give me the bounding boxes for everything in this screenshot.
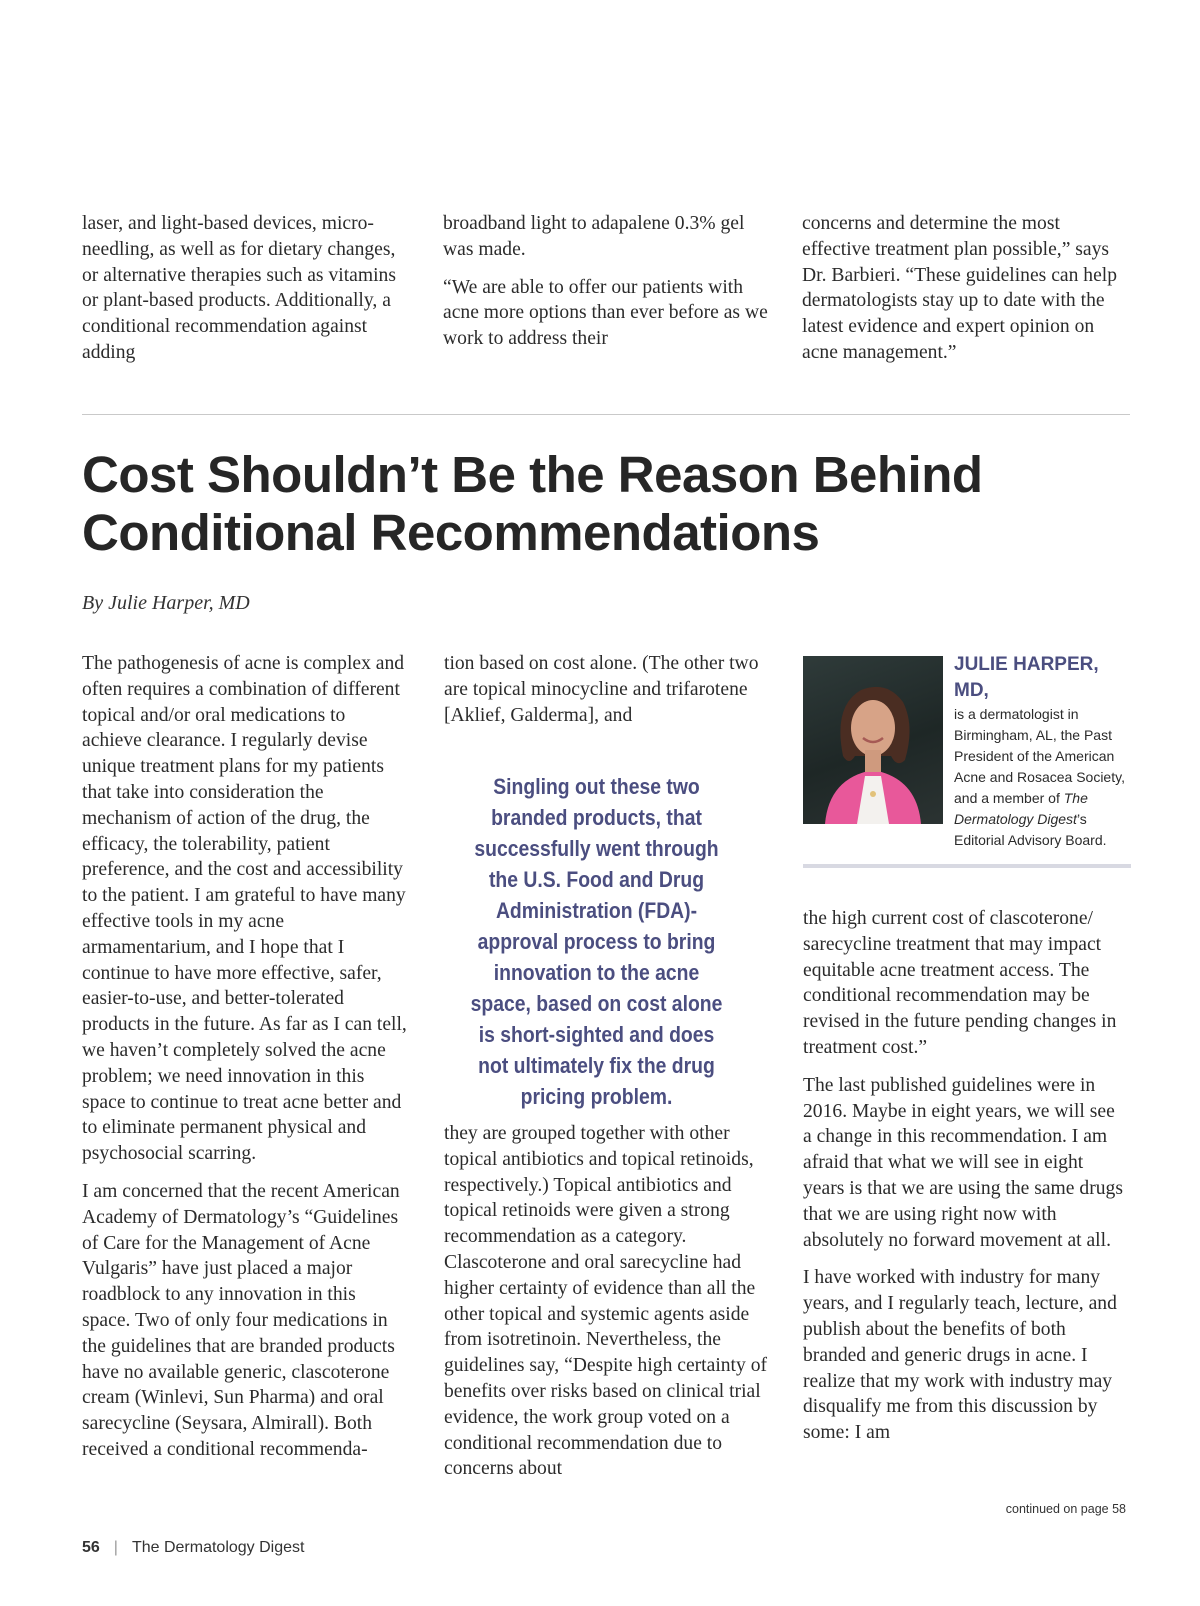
page-footer xyxy=(82,1539,304,1557)
paragraph: the high current cost of clascoterone/ sarecycline treatment that may impact equitable acne treatment access. The conditional recommendation may be revised in the future pending changes in treatment cost.” xyxy=(803,908,1117,1058)
author-portrait-illustration xyxy=(803,656,943,824)
paragraph: The last published guidelines were in 2016. Maybe in eight years, we will see a change in this recommendation. I am afraid that what we will see in eight years is that we are using the same drugs that we are using right now with absolutely no forward movement at all. xyxy=(803,1074,1123,1251)
top-column-3 xyxy=(802,211,1127,378)
paragraph: concerns and determine the most effective treatment plan possible,” says Dr. Barbieri. “These guidelines can help dermatologists stay up to date with the latest evidence and expert opinion on acne management.” xyxy=(802,213,1118,363)
publication-name: The Dermatology Digest xyxy=(954,790,1088,827)
author-name: JULIE HARPER, MD, xyxy=(954,654,1099,701)
paragraph: “We are able to offer our patients with acne more options than ever before as we work to address their xyxy=(443,276,768,350)
page-number: 56 xyxy=(82,1539,100,1556)
article-headline: Cost Shouldn’t Be the Reason Behind Conditional Recommendations xyxy=(82,446,983,561)
author-box-divider xyxy=(803,864,1131,868)
continued-note: continued on page 58 xyxy=(1005,1502,1126,1516)
pull-quote: Singling out these two branded products, that successfully went through the U.S. Food and Drug Administration (FDA)-approval process to bring innovation to the acne space, based on cost alone is short-sighted and does not ultimately fix the drug pricing problem. xyxy=(470,774,723,1109)
top-column-1 xyxy=(82,211,407,378)
footer-publication: The Dermatology Digest xyxy=(131,1539,305,1556)
paragraph: laser, and light-based devices, microneedling, as well as for dietary changes, or alternative therapies such as vitamins or plant-based products. Additionally, a conditional recommendation against adding xyxy=(82,213,396,363)
paragraph: I am concerned that the recent American Academy of Dermatology’s “Guidelines of Care for the Management of Acne Vulgaris” have just placed a major roadblock to any innovation in this space. Two of only four medications in the guidelines that are branded products have no available generic, clascoterone cream (Winlevi, Sun Pharma) and oral sarecycline (Seysara, Almirall). Both received a conditional recommenda- xyxy=(82,1180,400,1460)
top-column-2 xyxy=(443,211,768,364)
author-bio-text-end: ’s Editorial Advisory Board. xyxy=(954,811,1107,848)
paragraph: tion based on cost alone. (The other two are topical minocycline and trifarotene [Aklief, Galderma], and xyxy=(444,653,759,726)
paragraph: The pathogenesis of acne is complex and often requires a combination of different topical and/or oral medications to achieve clearance. I regularly devise unique treatment plans for my patients that take into consideration the mechanism of action of the drug, the efficacy, the tolerability, patient preference, and the cost and accessibility to the patient. I am grateful to have many effective tools in my acne armamentarium, and I hope that I continue to have more effective, safer, easier-to-use, and better-tolerated products in the future. As far as I can tell, we haven’t completely solved the acne problem; we need innovation in this space to continue to treat acne better and to eliminate permanent physical and psychosocial scarring. xyxy=(82,653,407,1165)
author-bio xyxy=(954,652,1134,851)
author-bio-text: is a dermatologist in Birmingham, AL, the Past President of the American Acne and Rosacea Society, and a member of xyxy=(954,706,1125,806)
article-column-1 xyxy=(82,651,407,1475)
author-photo xyxy=(803,656,943,824)
paragraph: they are grouped together with other topical antibiotics and topical retinoids, respectively.) Topical antibiotics and topical retinoids were given a strong recommendation as a category. Clascoterone and oral sarecycline had higher certainty of evidence than all the other topical and systemic agents aside from isotretinoin. Nevertheless, the guidelines say, “Despite high certainty of benefits over risks based on clinical trial evidence, the work group voted on a conditional recommendation due to concerns about xyxy=(444,1123,768,1480)
article-byline: By Julie Harper, MD xyxy=(82,592,250,614)
paragraph: I have worked with industry for many years, and I regularly teach, lecture, and publish about the benefits of both branded and generic drugs in acne. I realize that my work with industry may disqualify me from this discussion by some: I am xyxy=(803,1267,1117,1444)
footer-separator: | xyxy=(113,1539,118,1556)
section-divider xyxy=(82,414,1130,415)
article-column-2-bottom xyxy=(444,1121,769,1494)
paragraph: broadband light to adapalene 0.3% gel was made. xyxy=(443,213,745,260)
article-column-2-top xyxy=(444,651,769,740)
article-column-3 xyxy=(803,906,1128,1458)
